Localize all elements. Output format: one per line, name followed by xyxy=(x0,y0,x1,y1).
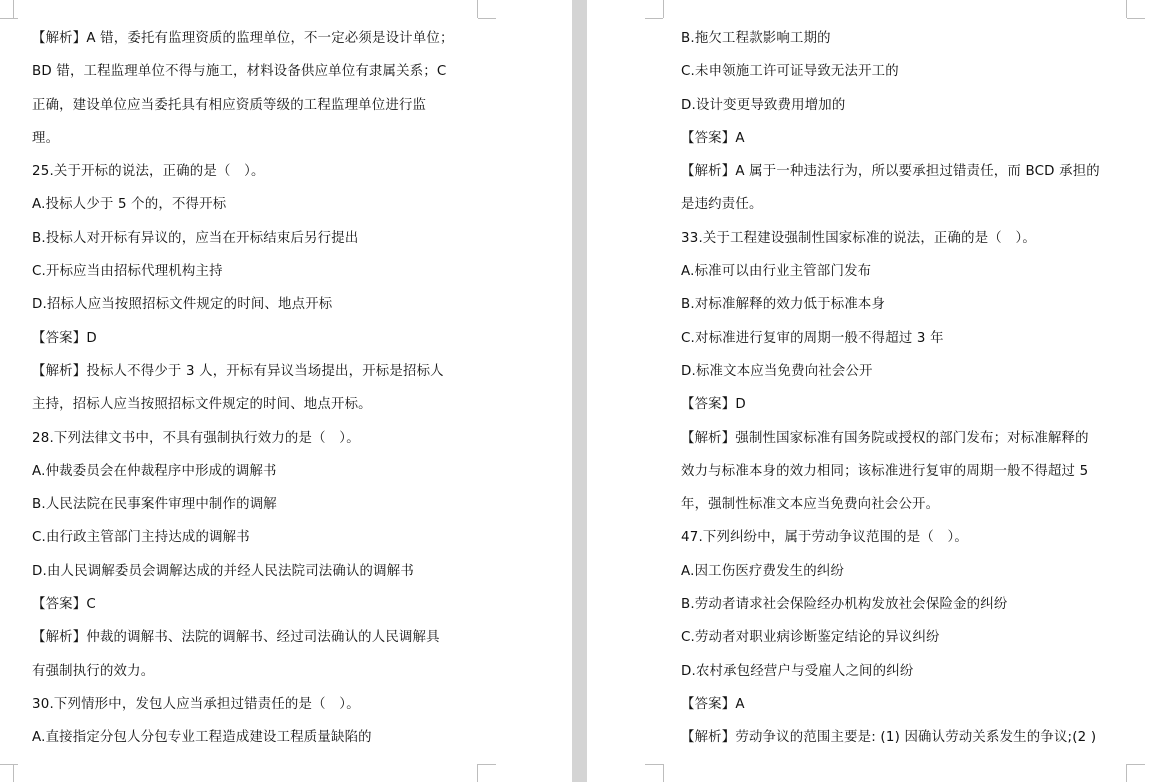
text-line: 理。 xyxy=(32,130,60,146)
option-d: D.由人民调解委员会调解达成的并经人民法院司法确认的调解书 xyxy=(32,563,414,579)
option-c: C.劳动者对职业病诊断鉴定结论的异议纠纷 xyxy=(681,630,940,646)
option-b: B.劳动者请求社会保险经办机构发放社会保险金的纠纷 xyxy=(681,597,1008,613)
explanation-line: 主持，招标人应当按照招标文件规定的时间、地点开标。 xyxy=(32,397,372,413)
explanation-line: 效力与标准本身的效力相同；该标准进行复审的周期一般不得超过 5 xyxy=(681,463,1089,479)
option-d: D.设计变更导致费用增加的 xyxy=(681,97,846,113)
option-c: C.未申领施工许可证导致无法开工的 xyxy=(681,64,899,80)
crop-mark xyxy=(0,18,18,19)
explanation-line: 【解析】强制性国家标准有国务院或授权的部门发布；对标准解释的 xyxy=(681,430,1089,446)
answer-line: 【答案】D xyxy=(32,330,97,346)
right-page xyxy=(587,0,1152,782)
crop-mark xyxy=(478,18,496,19)
option-a: A.标准可以由行业主管部门发布 xyxy=(681,264,872,280)
crop-mark xyxy=(1127,18,1145,19)
option-a: A.投标人少于 5 个的，不得开标 xyxy=(32,197,227,213)
option-d: D.标准文本应当免费向社会公开 xyxy=(681,363,873,379)
option-a: A.直接指定分包人分包专业工程造成建设工程质量缺陷的 xyxy=(32,730,372,746)
crop-mark xyxy=(663,764,664,782)
explanation-line: 【解析】A 属于一种违法行为，所以要承担过错责任，而 BCD 承担的 xyxy=(681,164,1100,180)
option-b: B.人民法院在民事案件审理中制作的调解 xyxy=(32,497,277,513)
question-stem: 25.关于开标的说法，正确的是（ ）。 xyxy=(32,164,265,180)
option-d: D.农村承包经营户与受雇人之间的纠纷 xyxy=(681,663,914,679)
question-stem: 30.下列情形中，发包人应当承担过错责任的是（ ）。 xyxy=(32,696,360,712)
question-stem: 28.下列法律文书中，不具有强制执行效力的是（ ）。 xyxy=(32,430,360,446)
text-line: 【解析】A 错，委托有监理资质的监理单位，不一定必须是设计单位； xyxy=(32,31,454,46)
option-c: C.开标应当由招标代理机构主持 xyxy=(32,264,223,280)
explanation-line: 【解析】仲裁的调解书、法院的调解书、经过司法确认的人民调解具 xyxy=(32,630,440,646)
question-stem: 33.关于工程建设强制性国家标准的说法，正确的是（ ）。 xyxy=(681,230,1036,246)
crop-mark xyxy=(645,18,663,19)
text-line: BD 错，工程监理单位不得与施工，材料设备供应单位有隶属关系；C xyxy=(32,64,447,80)
answer-line: 【答案】A xyxy=(681,696,745,712)
explanation-line: 是违约责任。 xyxy=(681,197,763,213)
crop-mark xyxy=(477,0,478,18)
option-d: D.招标人应当按照招标文件规定的时间、地点开标 xyxy=(32,297,333,313)
crop-mark xyxy=(663,0,664,18)
answer-line: 【答案】D xyxy=(681,397,746,413)
crop-mark xyxy=(13,0,14,18)
option-a: A.因工伤医疗费发生的纠纷 xyxy=(681,563,845,579)
answer-line: 【答案】A xyxy=(681,130,745,146)
answer-line: 【答案】C xyxy=(32,597,96,613)
crop-mark xyxy=(0,764,18,765)
crop-mark xyxy=(1126,0,1127,18)
option-b: B.拖欠工程款影响工期的 xyxy=(681,31,831,46)
crop-mark xyxy=(645,764,663,765)
option-b: B.对标准解释的效力低于标准本身 xyxy=(681,297,886,313)
explanation-line: 【解析】投标人不得少于 3 人，开标有异议当场提出，开标是招标人 xyxy=(32,363,444,379)
option-a: A.仲裁委员会在仲裁程序中形成的调解书 xyxy=(32,463,277,479)
crop-mark xyxy=(478,764,496,765)
text-line: 正确，建设单位应当委托具有相应资质等级的工程监理单位进行监 xyxy=(32,97,427,113)
option-c: C.对标准进行复审的周期一般不得超过 3 年 xyxy=(681,330,944,346)
option-b: B.投标人对开标有异议的，应当在开标结束后另行提出 xyxy=(32,230,359,246)
option-c: C.由行政主管部门主持达成的调解书 xyxy=(32,530,250,546)
page-gutter xyxy=(572,0,587,782)
left-page xyxy=(0,0,572,782)
explanation-line: 【解析】劳动争议的范围主要是: (1) 因确认劳动关系发生的争议;(2 ) xyxy=(681,730,1097,746)
question-stem: 47.下列纠纷中，属于劳动争议范围的是（ ）。 xyxy=(681,530,969,546)
explanation-line: 有强制执行的效力。 xyxy=(32,663,155,679)
crop-mark xyxy=(13,764,14,782)
crop-mark xyxy=(1127,764,1145,765)
crop-mark xyxy=(477,764,478,782)
explanation-line: 年，强制性标准文本应当免费向社会公开。 xyxy=(681,497,940,513)
left-page-text xyxy=(32,22,482,755)
right-page-text xyxy=(681,22,1121,755)
crop-mark xyxy=(1126,764,1127,782)
